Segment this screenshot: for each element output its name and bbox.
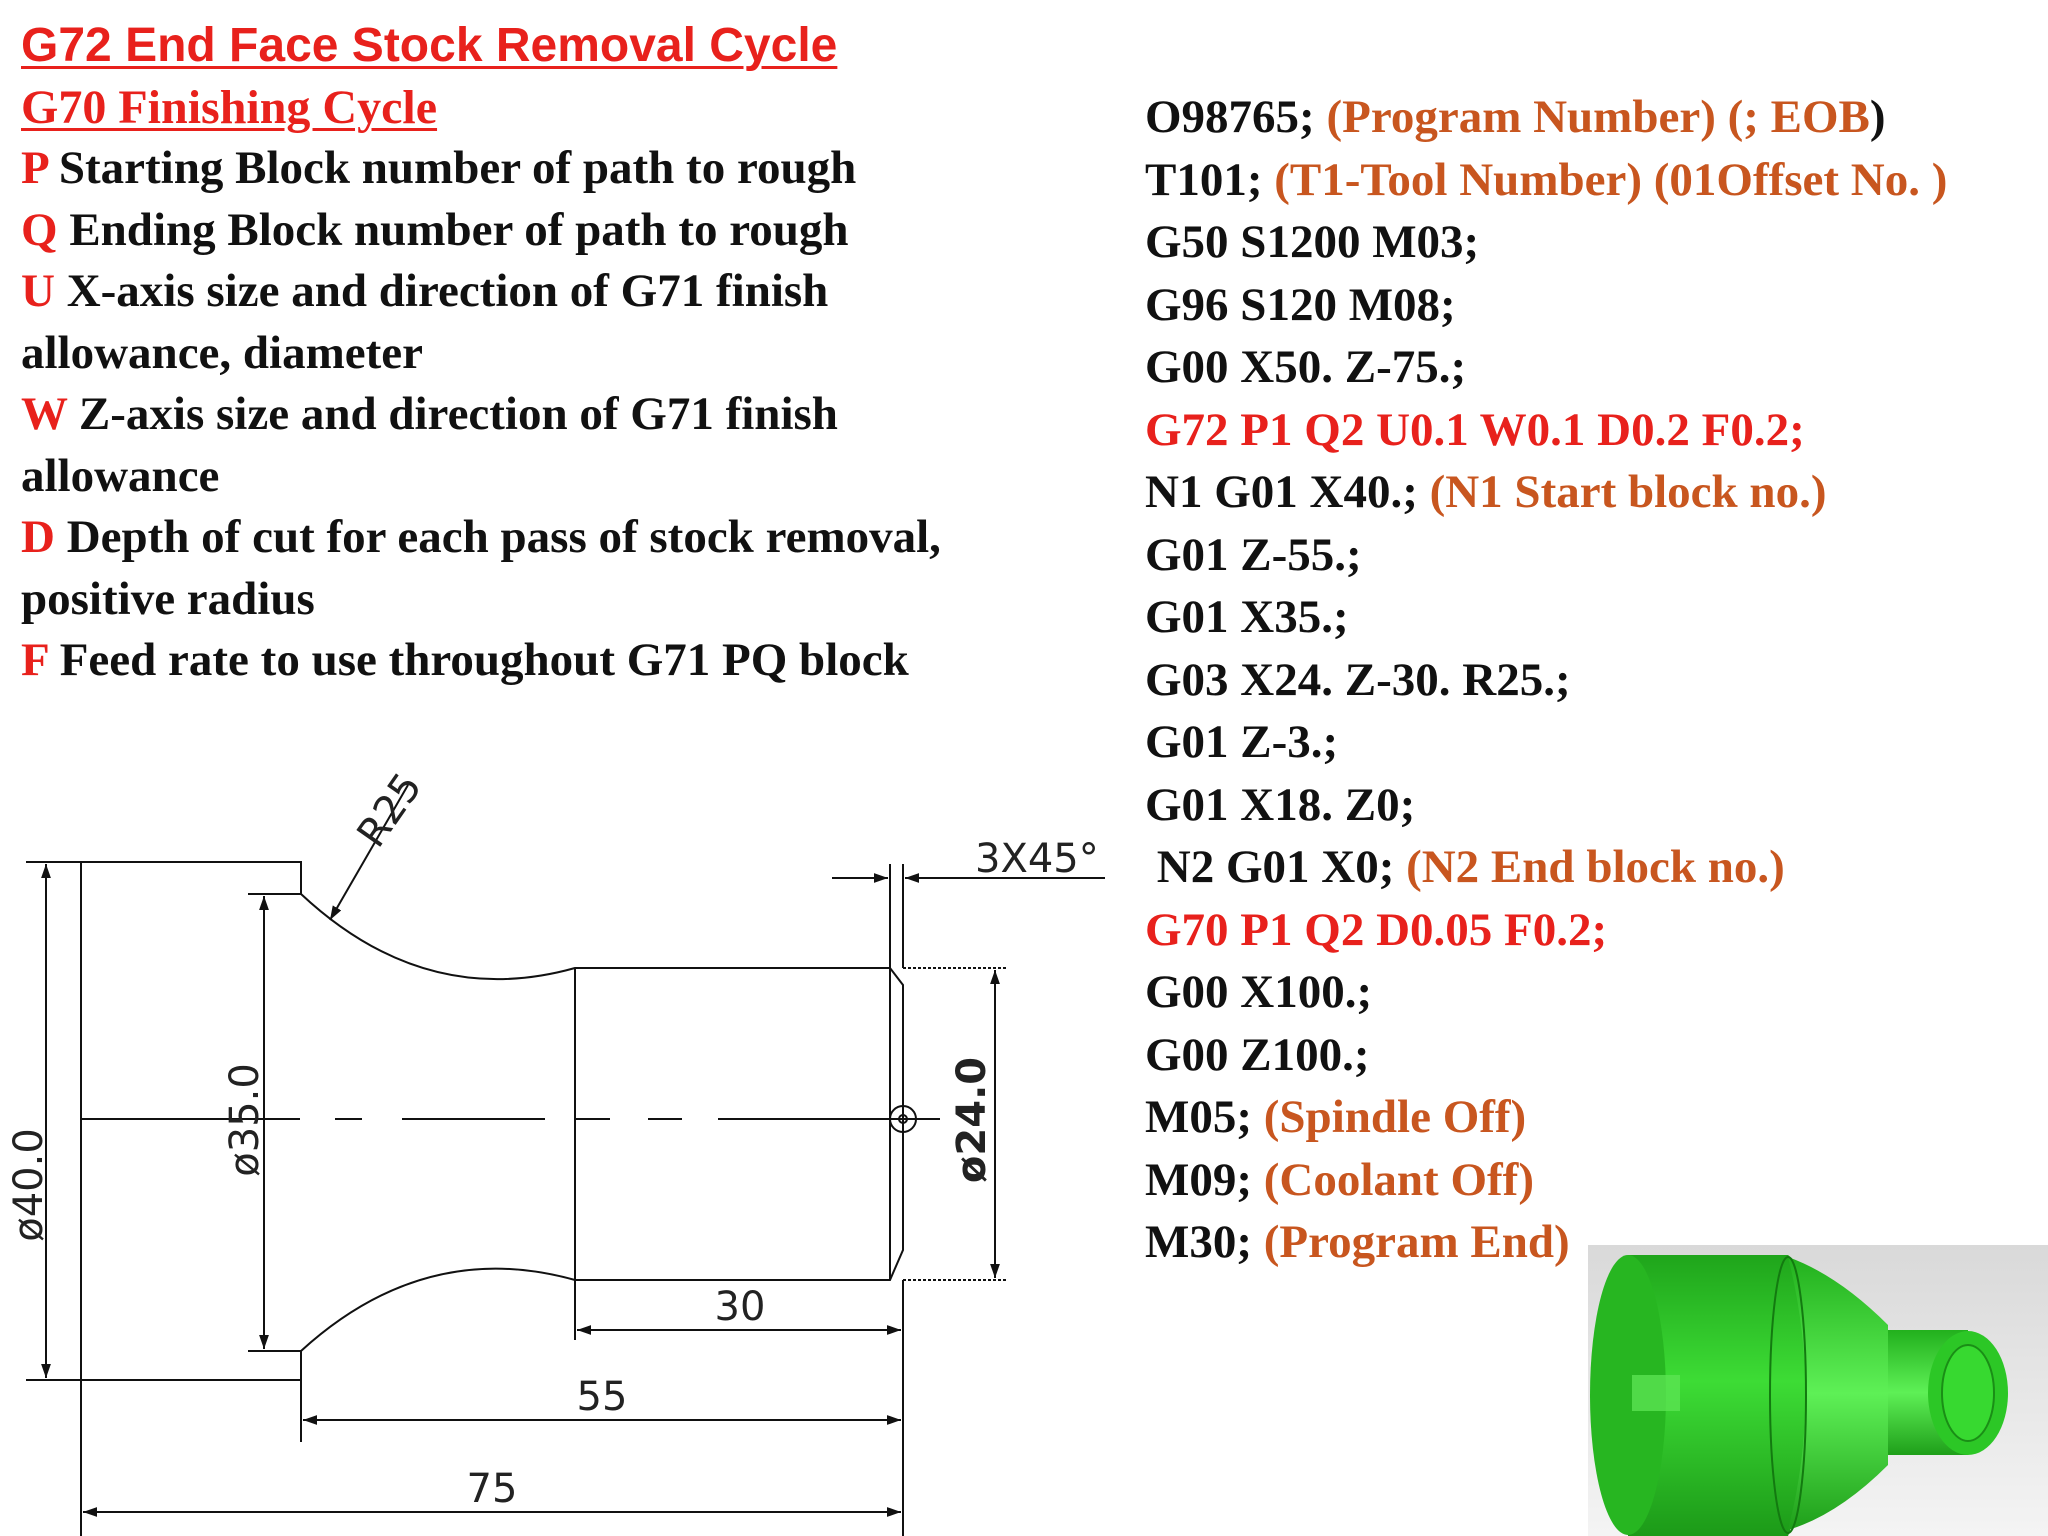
program-line: G00 X50. Z-75.;	[1145, 341, 1467, 393]
g72-title: G72 End Face Stock Removal Cycle	[21, 19, 838, 72]
g70-title: G70 Finishing Cycle	[21, 81, 438, 134]
chamfer-label: 3X45°	[975, 836, 1099, 882]
program-line: M05; (Spindle Off)	[1145, 1091, 1527, 1143]
param-d: D Depth of cut for each pass of stock removal,	[21, 511, 941, 563]
part-drawing	[0, 760, 1120, 1536]
parameter-list	[21, 138, 1061, 692]
dia-35-label: ø35.0	[222, 1063, 268, 1177]
program-line: G01 Z-3.;	[1145, 716, 1339, 768]
param-p: P Starting Block number of path to rough	[21, 142, 857, 194]
program-line: O98765; (Program Number) (; EOB)	[1145, 91, 1886, 143]
program-line: G00 Z100.;	[1145, 1028, 1370, 1081]
program-line: G00 X100.;	[1145, 966, 1373, 1018]
dia-24-label: ø24.0	[949, 1056, 995, 1184]
param-w: W Z-axis size and direction of G71 finish	[21, 388, 838, 440]
length-75-label: 75	[466, 1466, 518, 1512]
length-30-label: 30	[714, 1284, 766, 1330]
program-line: G01 X18. Z0;	[1145, 778, 1416, 831]
param-d-continued: positive radius	[21, 572, 315, 625]
program-line-g70: G70 P1 Q2 D0.05 F0.2;	[1145, 903, 1608, 956]
nc-program	[1145, 86, 2045, 1274]
radius-label: R25	[348, 764, 432, 856]
program-line: M09; (Coolant Off)	[1145, 1153, 1534, 1206]
param-u-continued: allowance, diameter	[21, 326, 424, 379]
program-line: G01 X35.;	[1145, 591, 1349, 643]
program-line: G96 S120 M08;	[1145, 278, 1456, 331]
dia-40-label: ø40.0	[6, 1128, 52, 1242]
program-line: T101; (T1-Tool Number) (01Offset No. )	[1145, 153, 1948, 206]
param-q: Q Ending Block number of path to rough	[21, 203, 849, 256]
length-55-label: 55	[576, 1374, 628, 1420]
param-w-continued: allowance	[21, 449, 220, 502]
program-line-g72: G72 P1 Q2 U0.1 W0.1 D0.2 F0.2;	[1145, 403, 1805, 456]
program-line: N2 G01 X0; (N2 End block no.)	[1145, 841, 1785, 893]
program-line: G01 Z-55.;	[1145, 528, 1362, 581]
program-line: G03 X24. Z-30. R25.;	[1145, 653, 1571, 706]
program-line: G50 S1200 M03;	[1145, 216, 1480, 268]
program-line: M30; (Program End)	[1145, 1216, 1570, 1268]
param-f: F Feed rate to use throughout G71 PQ block	[21, 634, 909, 686]
program-line: N1 G01 X40.; (N1 Start block no.)	[1145, 466, 1827, 518]
param-u: U X-axis size and direction of G71 finish	[21, 265, 829, 317]
part-outline	[81, 862, 903, 1380]
part-3d-render	[1588, 1245, 2048, 1536]
